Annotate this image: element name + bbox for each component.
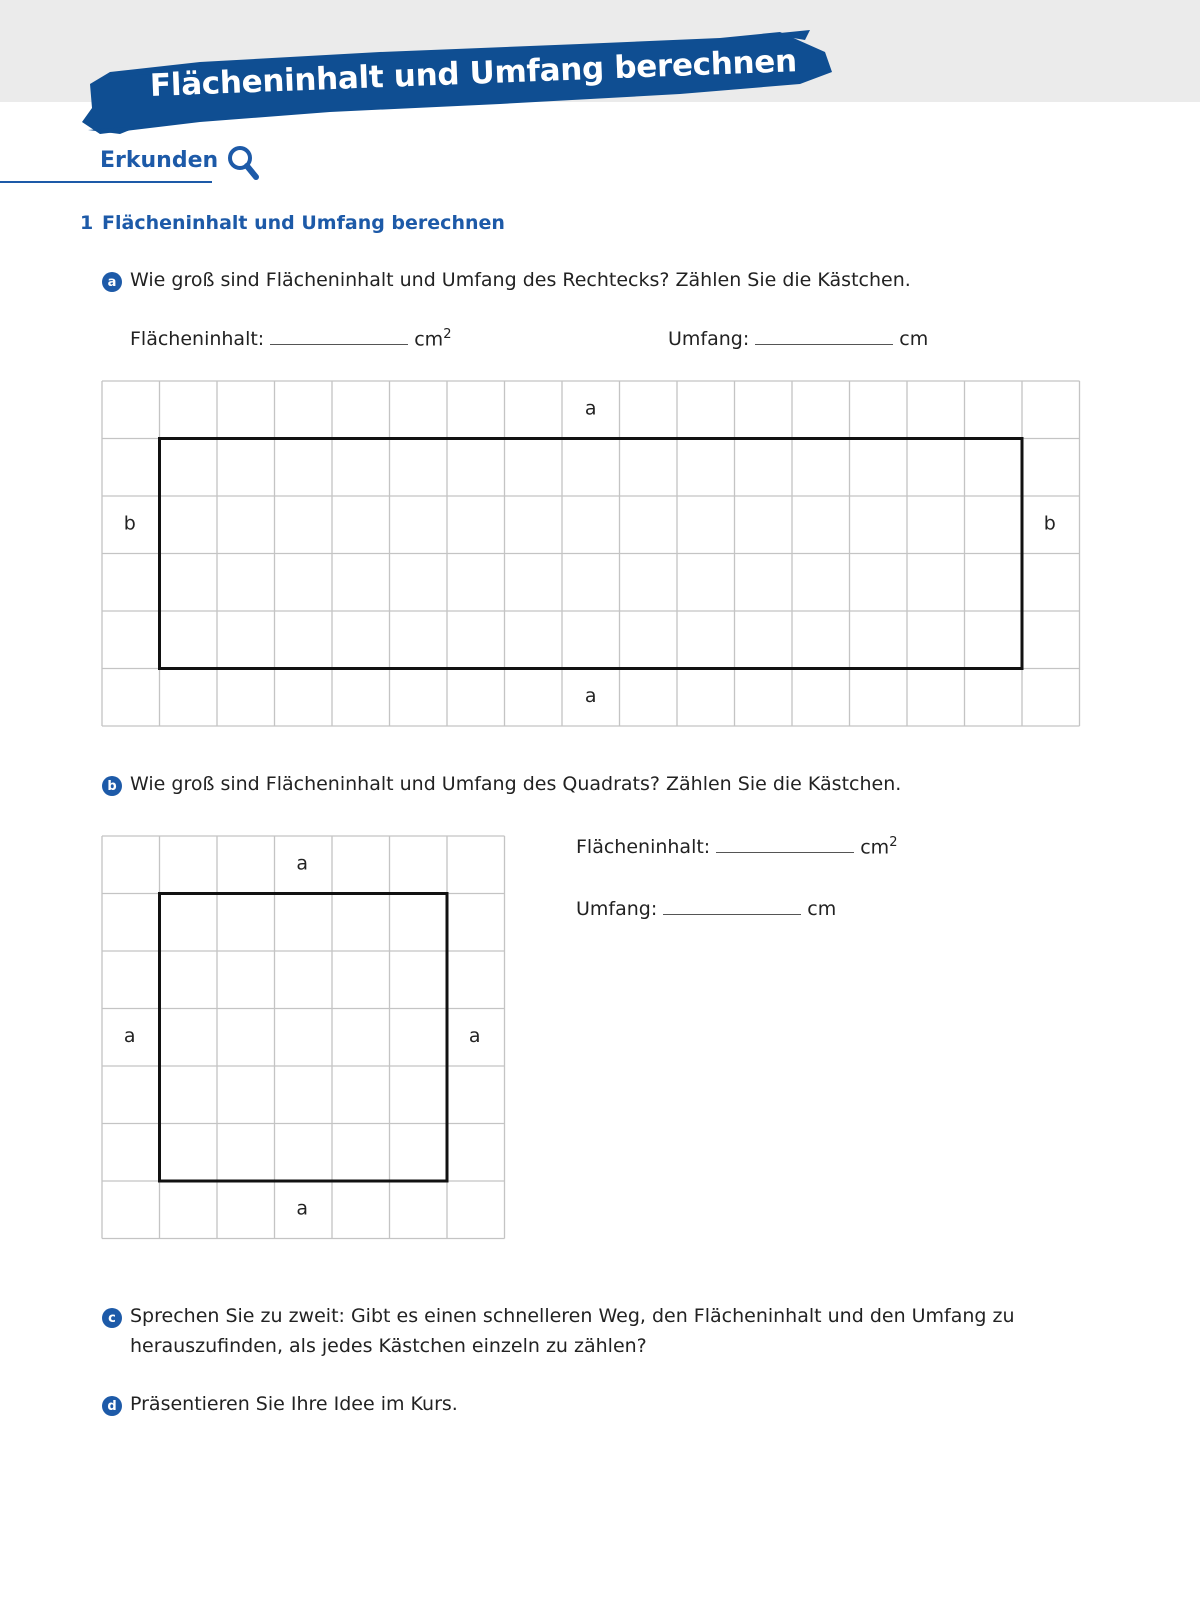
rect-area-field [130,326,451,350]
badge-d: d [102,1396,122,1416]
task-title: Flächeninhalt und Umfang berechnen [102,212,505,234]
rect-side-b-right-label: b [1043,512,1056,535]
page-title: Flächeninhalt und Umfang berechnen [149,43,798,104]
rect-perimeter-unit: cm [899,328,929,350]
square-area-blank[interactable] [716,834,854,853]
rect-side-a-bottom-label: a [584,684,597,707]
square-side-right-label: a [468,1024,481,1047]
square-grid [101,835,511,1240]
rect-perimeter-field [668,326,928,350]
part-b-text: Wie groß sind Flächeninhalt und Umfang des Quadrats? Zählen Sie die Kästchen. [130,773,902,795]
rect-side-a-top-label: a [584,397,597,420]
part-b [102,774,901,799]
square-area-label: Flächeninhalt: [576,836,711,858]
badge-c: c [102,1308,122,1328]
square-side-bottom-label: a [296,1197,309,1220]
rect-area-unit: $cm^2$ [414,326,452,350]
square-side-left-label: a [123,1024,136,1047]
square-area-field [576,834,897,858]
part-c [102,1306,1015,1361]
square-perimeter-field [576,896,836,920]
part-c-text: Sprechen Sie zu zweit: Gibt es einen schnelleren Weg, den Flächeninhalt und den Umfang zu herauszufinden, als jedes Kästchen einzeln zu zählen? [130,1305,1015,1357]
rect-area-label: Flächeninhalt: [130,328,265,350]
part-a-text: Wie groß sind Flächeninhalt und Umfang des Rechtecks? Zählen Sie die Kästchen. [130,269,911,291]
badge-b: b [102,776,122,796]
section-label: Erkunden [100,148,219,173]
task-number: 1 [80,212,94,234]
section-underline [0,181,212,183]
square-side-top-label: a [296,852,309,875]
square-area-unit: $cm^2$ [860,834,898,858]
part-d [102,1394,458,1419]
rect-perimeter-label: Umfang: [668,328,750,350]
part-d-text: Präsentieren Sie Ihre Idee im Kurs. [130,1393,458,1415]
rectangle-grid [101,380,1081,730]
rect-perimeter-blank[interactable] [755,326,893,345]
square-perimeter-label: Umfang: [576,898,658,920]
square-perimeter-unit: cm [807,898,837,920]
rect-area-blank[interactable] [270,326,408,345]
square-shape [160,894,448,1182]
part-a [102,270,911,295]
magnifier-icon [226,144,262,184]
rect-side-b-left-label: b [123,512,136,535]
badge-a: a [102,272,122,292]
square-perimeter-blank[interactable] [663,896,801,915]
